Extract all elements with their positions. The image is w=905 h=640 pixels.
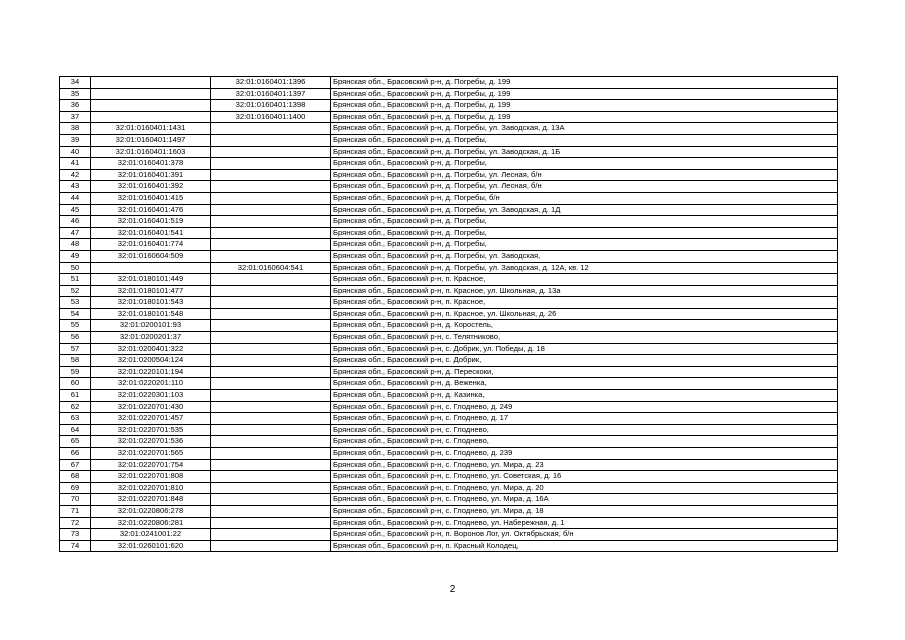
row-number-cell: 69	[60, 482, 91, 494]
row-number-cell: 52	[60, 285, 91, 297]
row-number-cell: 72	[60, 517, 91, 529]
row-number-cell: 39	[60, 134, 91, 146]
cadastral-number-alt-cell	[211, 366, 331, 378]
cadastral-number-alt-cell	[211, 250, 331, 262]
address-cell: Брянская обл., Брасовский р-н, д. Погребы,	[331, 134, 838, 146]
row-number-cell: 35	[60, 88, 91, 100]
cadastral-number-alt-cell: 32:01:0160604:541	[211, 262, 331, 274]
table-row	[60, 343, 838, 355]
address-cell: Брянская обл., Брасовский р-н, д. Казинка,	[331, 390, 838, 402]
page-number: 2	[449, 584, 456, 595]
cadastral-number-cell: 32:01:0220201:110	[91, 378, 211, 390]
row-number-cell: 50	[60, 262, 91, 274]
table-row	[60, 192, 838, 204]
address-cell: Брянская обл., Брасовский р-н, с. Глоднево, ул. Мира, д. 23	[331, 459, 838, 471]
row-number-cell: 63	[60, 413, 91, 425]
address-cell: Брянская обл., Брасовский р-н, д. Погребы,	[331, 158, 838, 170]
cadastral-number-alt-cell	[211, 494, 331, 506]
row-number-cell: 42	[60, 169, 91, 181]
row-number-cell: 51	[60, 274, 91, 286]
cadastral-number-alt-cell: 32:01:0160401:1398	[211, 100, 331, 112]
cadastral-number-alt-cell	[211, 239, 331, 251]
table-row	[60, 111, 838, 123]
address-cell: Брянская обл., Брасовский р-н, с. Глоднево,	[331, 424, 838, 436]
row-number-cell: 38	[60, 123, 91, 135]
cadastral-number-alt-cell	[211, 482, 331, 494]
cadastral-number-cell: 32:01:0220701:565	[91, 448, 211, 460]
table-row	[60, 355, 838, 367]
address-cell: Брянская обл., Брасовский р-н, с. Глоднево, д. 239	[331, 448, 838, 460]
table-row	[60, 134, 838, 146]
address-cell: Брянская обл., Брасовский р-н, с. Глоднево, ул. Мира, д. 18	[331, 505, 838, 517]
cadastral-number-cell: 32:01:0160401:1497	[91, 134, 211, 146]
table-row	[60, 390, 838, 402]
row-number-cell: 61	[60, 390, 91, 402]
cadastral-number-alt-cell	[211, 529, 331, 541]
table-row	[60, 436, 838, 448]
row-number-cell: 58	[60, 355, 91, 367]
cadastral-number-cell	[91, 88, 211, 100]
table-row	[60, 77, 838, 89]
address-cell: Брянская обл., Брасовский р-н, д. Погребы, д. 199	[331, 88, 838, 100]
row-number-cell: 64	[60, 424, 91, 436]
row-number-cell: 53	[60, 297, 91, 309]
row-number-cell: 73	[60, 529, 91, 541]
cadastral-number-alt-cell	[211, 123, 331, 135]
cadastral-number-alt-cell	[211, 343, 331, 355]
table-row	[60, 401, 838, 413]
address-cell: Брянская обл., Брасовский р-н, д. Погребы, ул. Лесная, б/н	[331, 169, 838, 181]
row-number-cell: 74	[60, 540, 91, 552]
address-cell: Брянская обл., Брасовский р-н, с. Добрик, ул. Победы, д. 18	[331, 343, 838, 355]
table-row	[60, 320, 838, 332]
cadastral-number-alt-cell	[211, 332, 331, 344]
address-cell: Брянская обл., Брасовский р-н, с. Добрик,	[331, 355, 838, 367]
address-cell: Брянская обл., Брасовский р-н, п. Красное,	[331, 297, 838, 309]
table-row	[60, 100, 838, 112]
address-cell: Брянская обл., Брасовский р-н, д. Погребы, б/н	[331, 192, 838, 204]
cadastral-number-cell	[91, 111, 211, 123]
table-row	[60, 158, 838, 170]
cadastral-number-cell: 32:01:0220101:194	[91, 366, 211, 378]
address-cell: Брянская обл., Брасовский р-н, д. Перескоки,	[331, 366, 838, 378]
row-number-cell: 41	[60, 158, 91, 170]
cadastral-number-alt-cell: 32:01:0160401:1400	[211, 111, 331, 123]
cadastral-register-table	[59, 76, 838, 552]
table-row	[60, 482, 838, 494]
row-number-cell: 66	[60, 448, 91, 460]
cadastral-number-cell: 32:01:0220701:754	[91, 459, 211, 471]
address-cell: Брянская обл., Брасовский р-н, д. Погребы, ул. Заводская, д. 12А, кв. 12	[331, 262, 838, 274]
address-cell: Брянская обл., Брасовский р-н, д. Погребы, ул. Лесная, б/н	[331, 181, 838, 193]
table-row	[60, 448, 838, 460]
cadastral-number-alt-cell	[211, 320, 331, 332]
cadastral-number-cell: 32:01:0220301:103	[91, 390, 211, 402]
cadastral-number-alt-cell	[211, 517, 331, 529]
address-cell: Брянская обл., Брасовский р-н, с. Глоднево, ул. Советская, д. 16	[331, 471, 838, 483]
table-row	[60, 297, 838, 309]
cadastral-number-cell: 32:01:0180101:548	[91, 308, 211, 320]
cadastral-number-alt-cell	[211, 169, 331, 181]
table-row	[60, 332, 838, 344]
cadastral-number-alt-cell	[211, 355, 331, 367]
address-cell: Брянская обл., Брасовский р-н, д. Погребы, ул. Заводская, д. 1Б	[331, 146, 838, 158]
row-number-cell: 47	[60, 227, 91, 239]
row-number-cell: 68	[60, 471, 91, 483]
row-number-cell: 48	[60, 239, 91, 251]
table-row	[60, 424, 838, 436]
row-number-cell: 54	[60, 308, 91, 320]
cadastral-number-alt-cell	[211, 158, 331, 170]
row-number-cell: 59	[60, 366, 91, 378]
cadastral-number-cell: 32:01:0220806:281	[91, 517, 211, 529]
address-cell: Брянская обл., Брасовский р-н, п. Красное,	[331, 274, 838, 286]
cadastral-number-cell: 32:01:0160401:1603	[91, 146, 211, 158]
register-body	[60, 77, 838, 552]
table-row	[60, 274, 838, 286]
address-cell: Брянская обл., Брасовский р-н, с. Глоднево, д. 249	[331, 401, 838, 413]
cadastral-number-alt-cell	[211, 274, 331, 286]
cadastral-number-alt-cell	[211, 204, 331, 216]
cadastral-number-cell: 32:01:0160401:391	[91, 169, 211, 181]
address-cell: Брянская обл., Брасовский р-н, с. Глоднево,	[331, 436, 838, 448]
cadastral-number-alt-cell	[211, 540, 331, 552]
table-row	[60, 529, 838, 541]
cadastral-number-cell: 32:01:0220701:808	[91, 471, 211, 483]
cadastral-number-cell: 32:01:0241001:22	[91, 529, 211, 541]
cadastral-number-cell: 32:01:0200201:37	[91, 332, 211, 344]
cadastral-number-cell: 32:01:0180101:449	[91, 274, 211, 286]
address-cell: Брянская обл., Брасовский р-н, д. Погребы, д. 199	[331, 111, 838, 123]
table-row	[60, 239, 838, 251]
cadastral-number-cell: 32:01:0160401:415	[91, 192, 211, 204]
cadastral-number-alt-cell	[211, 285, 331, 297]
address-cell: Брянская обл., Брасовский р-н, с. Глоднево, д. 17	[331, 413, 838, 425]
cadastral-number-cell: 32:01:0220701:430	[91, 401, 211, 413]
row-number-cell: 36	[60, 100, 91, 112]
cadastral-number-cell: 32:01:0160401:774	[91, 239, 211, 251]
cadastral-number-alt-cell	[211, 436, 331, 448]
address-cell: Брянская обл., Брасовский р-н, д. Погребы, ул. Заводская,	[331, 250, 838, 262]
table-row	[60, 146, 838, 158]
address-cell: Брянская обл., Брасовский р-н, д. Погребы, ул. Заводская, д. 1Д	[331, 204, 838, 216]
row-number-cell: 62	[60, 401, 91, 413]
address-cell: Брянская обл., Брасовский р-н, п. Воронов Лог, ул. Октябрьская, б/н	[331, 529, 838, 541]
cadastral-number-alt-cell	[211, 146, 331, 158]
table-row	[60, 471, 838, 483]
table-row	[60, 123, 838, 135]
row-number-cell: 40	[60, 146, 91, 158]
table-row	[60, 169, 838, 181]
row-number-cell: 60	[60, 378, 91, 390]
table-row	[60, 227, 838, 239]
cadastral-number-cell	[91, 77, 211, 89]
row-number-cell: 55	[60, 320, 91, 332]
table-row	[60, 216, 838, 228]
cadastral-number-alt-cell: 32:01:0160401:1397	[211, 88, 331, 100]
cadastral-number-cell	[91, 100, 211, 112]
address-cell: Брянская обл., Брасовский р-н, п. Красное, ул. Школьная, д. 26	[331, 308, 838, 320]
table-row	[60, 366, 838, 378]
address-cell: Брянская обл., Брасовский р-н, с. Глоднево, ул. Набережная, д. 1	[331, 517, 838, 529]
cadastral-number-alt-cell	[211, 181, 331, 193]
address-cell: Брянская обл., Брасовский р-н, д. Погребы,	[331, 216, 838, 228]
address-cell: Брянская обл., Брасовский р-н, п. Красное, ул. Школьная, д. 13а	[331, 285, 838, 297]
row-number-cell: 56	[60, 332, 91, 344]
cadastral-number-cell: 32:01:0260101:620	[91, 540, 211, 552]
table-row	[60, 250, 838, 262]
table-row	[60, 494, 838, 506]
cadastral-number-alt-cell	[211, 216, 331, 228]
row-number-cell: 49	[60, 250, 91, 262]
address-cell: Брянская обл., Брасовский р-н, д. Погребы, д. 199	[331, 100, 838, 112]
cadastral-number-cell: 32:01:0160401:392	[91, 181, 211, 193]
address-cell: Брянская обл., Брасовский р-н, д. Погребы, д. 199	[331, 77, 838, 89]
cadastral-number-alt-cell	[211, 390, 331, 402]
table-row	[60, 459, 838, 471]
cadastral-number-cell: 32:01:0200504:124	[91, 355, 211, 367]
row-number-cell: 67	[60, 459, 91, 471]
cadastral-number-cell: 32:01:0160604:509	[91, 250, 211, 262]
table-row	[60, 285, 838, 297]
address-cell: Брянская обл., Брасовский р-н, д. Погребы,	[331, 239, 838, 251]
cadastral-number-alt-cell	[211, 192, 331, 204]
address-cell: Брянская обл., Брасовский р-н, с. Телятниково,	[331, 332, 838, 344]
table-row	[60, 413, 838, 425]
address-cell: Брянская обл., Брасовский р-н, д. Коростель,	[331, 320, 838, 332]
cadastral-number-cell: 32:01:0220701:810	[91, 482, 211, 494]
cadastral-number-cell: 32:01:0160401:541	[91, 227, 211, 239]
address-cell: Брянская обл., Брасовский р-н, д. Погребы, ул. Заводская, д. 13А	[331, 123, 838, 135]
cadastral-number-cell: 32:01:0160401:1431	[91, 123, 211, 135]
row-number-cell: 71	[60, 505, 91, 517]
table-row	[60, 505, 838, 517]
row-number-cell: 46	[60, 216, 91, 228]
address-cell: Брянская обл., Брасовский р-н, п. Красный Колодец,	[331, 540, 838, 552]
cadastral-number-cell: 32:01:0200101:93	[91, 320, 211, 332]
cadastral-number-cell: 32:01:0220701:535	[91, 424, 211, 436]
address-cell: Брянская обл., Брасовский р-н, с. Глоднево, ул. Мира, д. 20	[331, 482, 838, 494]
table-row	[60, 204, 838, 216]
cadastral-number-alt-cell	[211, 227, 331, 239]
cadastral-number-cell: 32:01:0220806:278	[91, 505, 211, 517]
cadastral-number-alt-cell	[211, 134, 331, 146]
cadastral-number-alt-cell	[211, 308, 331, 320]
cadastral-number-cell: 32:01:0180101:477	[91, 285, 211, 297]
cadastral-number-alt-cell	[211, 448, 331, 460]
address-cell: Брянская обл., Брасовский р-н, д. Веженка,	[331, 378, 838, 390]
cadastral-number-alt-cell: 32:01:0160401:1396	[211, 77, 331, 89]
cadastral-number-cell: 32:01:0220701:457	[91, 413, 211, 425]
row-number-cell: 34	[60, 77, 91, 89]
table-row	[60, 378, 838, 390]
row-number-cell: 43	[60, 181, 91, 193]
cadastral-number-alt-cell	[211, 471, 331, 483]
row-number-cell: 37	[60, 111, 91, 123]
row-number-cell: 44	[60, 192, 91, 204]
table-row	[60, 517, 838, 529]
cadastral-number-alt-cell	[211, 424, 331, 436]
row-number-cell: 57	[60, 343, 91, 355]
cadastral-number-alt-cell	[211, 413, 331, 425]
cadastral-number-alt-cell	[211, 401, 331, 413]
table-row	[60, 308, 838, 320]
table-row	[60, 262, 838, 274]
cadastral-number-cell: 32:01:0220701:536	[91, 436, 211, 448]
cadastral-number-cell: 32:01:0220701:848	[91, 494, 211, 506]
row-number-cell: 65	[60, 436, 91, 448]
cadastral-number-cell: 32:01:0200401:322	[91, 343, 211, 355]
address-cell: Брянская обл., Брасовский р-н, с. Глоднево, ул. Мира, д. 16А	[331, 494, 838, 506]
cadastral-number-alt-cell	[211, 297, 331, 309]
table-row	[60, 540, 838, 552]
cadastral-number-cell: 32:01:0160401:378	[91, 158, 211, 170]
table-row	[60, 181, 838, 193]
cadastral-number-alt-cell	[211, 378, 331, 390]
cadastral-number-alt-cell	[211, 505, 331, 517]
cadastral-number-cell: 32:01:0180101:543	[91, 297, 211, 309]
cadastral-number-cell	[91, 262, 211, 274]
cadastral-number-cell: 32:01:0160401:476	[91, 204, 211, 216]
address-cell: Брянская обл., Брасовский р-н, д. Погребы,	[331, 227, 838, 239]
cadastral-number-alt-cell	[211, 459, 331, 471]
row-number-cell: 70	[60, 494, 91, 506]
row-number-cell: 45	[60, 204, 91, 216]
table-row	[60, 88, 838, 100]
cadastral-number-cell: 32:01:0160401:519	[91, 216, 211, 228]
